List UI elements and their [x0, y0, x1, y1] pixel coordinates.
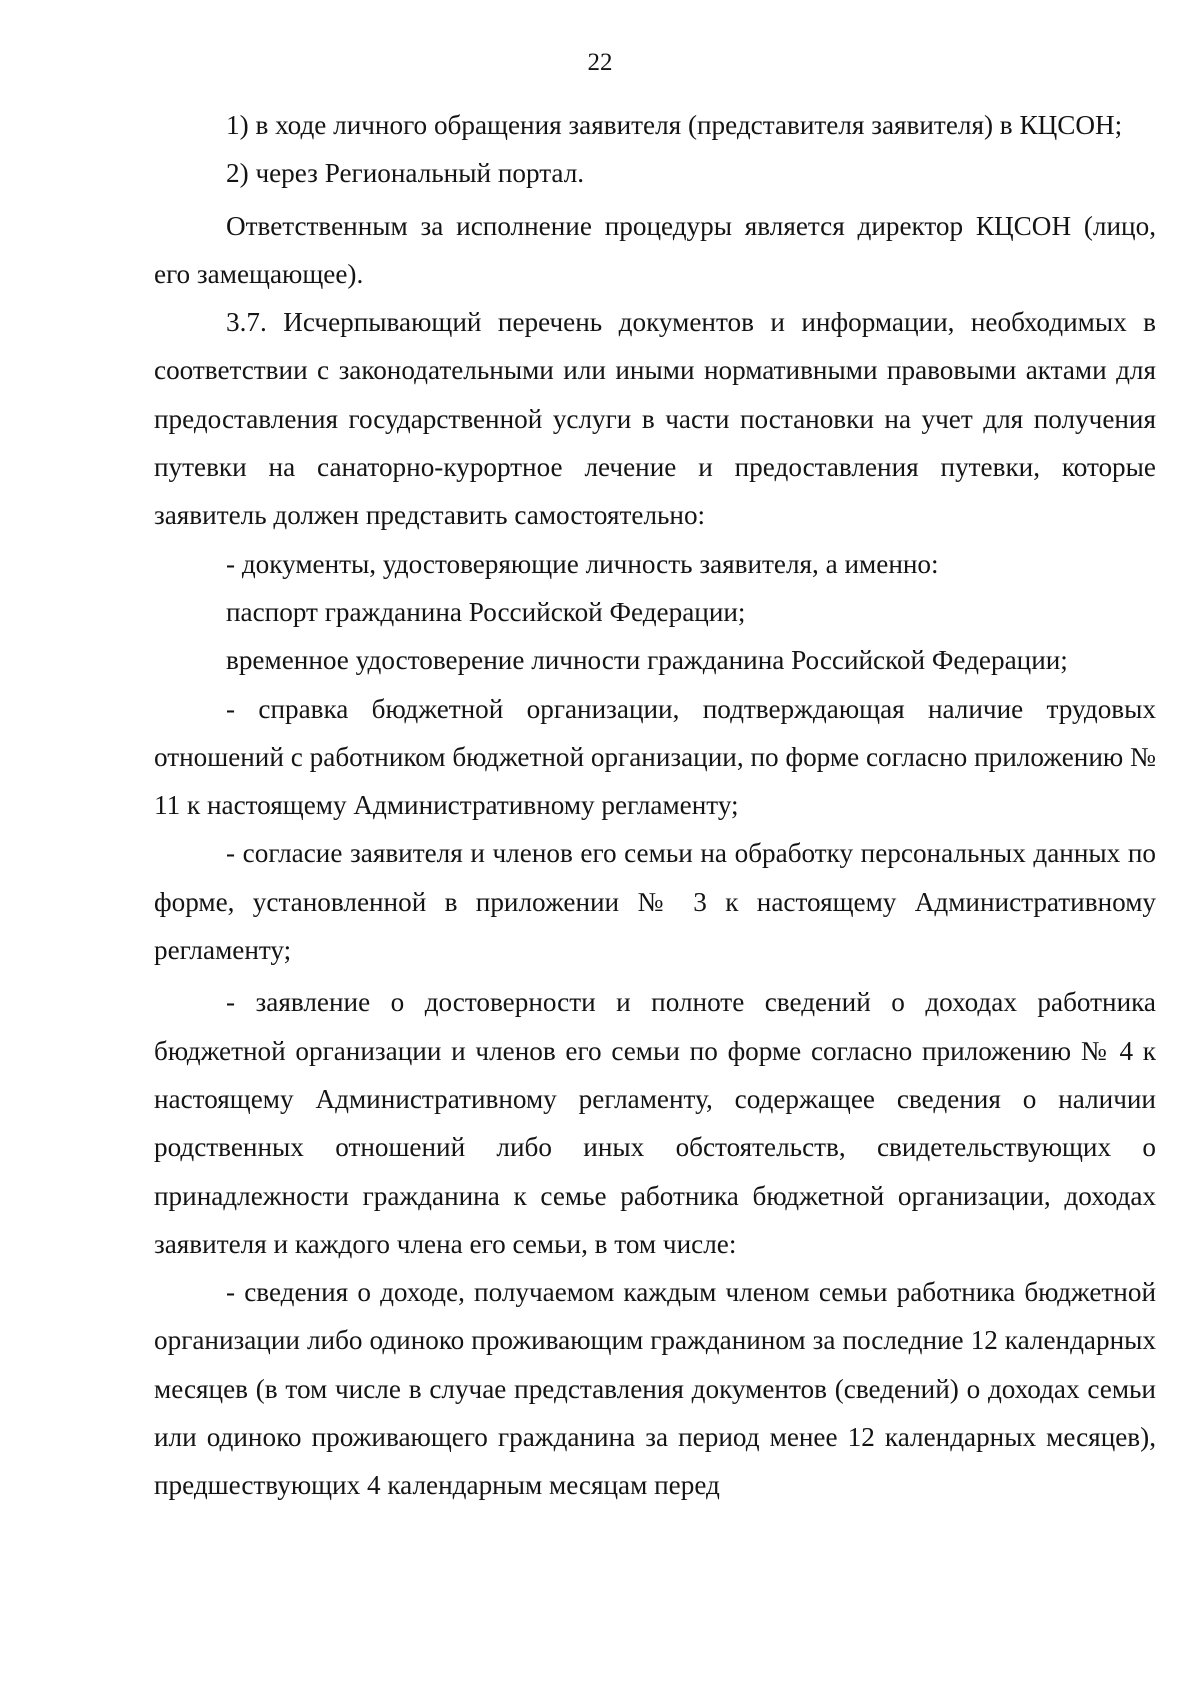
paragraph-consent: - согласие заявителя и членов его семьи на обработку персональных данных по форме, установленной в приложении № 3 к настоящему Административному регламенту; — [154, 838, 1156, 966]
paragraph-employer-certificate: - справка бюджетной организации, подтверждающая наличие трудовых отношений с работником бюджетной организации, по форме согласно приложению № 11 к настоящему Административному регламенту; — [154, 693, 1156, 821]
paragraph-responsible: Ответственным за исполнение процедуры является директор КЦСОН (лицо, его замещающее). — [154, 210, 1156, 289]
page-number: 22 — [587, 49, 613, 76]
document-body — [154, 101, 1156, 1510]
paragraph-income-statement: - заявление о достоверности и полноте сведений о доходах работника бюджетной организации и членов его семьи по форме согласно приложению № 4 к настоящему Административному регламенту, содержащее сведения о наличии родственных отношений либо иных обстоятельств, свидетельствующих о принадлежности гражданина к семье работника бюджетной организации, доходах заявителя и каждого члена его семьи, в том числе: — [154, 987, 1156, 1259]
paragraph-identity-docs: - документы, удостоверяющие личность заявителя, а именно: — [226, 548, 939, 579]
paragraph-income-info: - сведения о доходе, получаемом каждым членом семьи работника бюджетной организации либо одиноко проживающим гражданином за последние 12 календарных месяцев (в том числе в случае представления документов (сведений) о доходах семьи или одиноко проживающего гражданина за период менее 12 календарных месяцев), предшествующих 4 календарным месяцам перед — [154, 1277, 1156, 1501]
paragraph-passport: паспорт гражданина Российской Федерации; — [226, 596, 746, 627]
paragraph-temp-id: временное удостоверение личности гражданина Российской Федерации; — [226, 645, 1068, 676]
paragraph-item-1: 1) в ходе личного обращения заявителя (представителя заявителя) в КЦСОН; — [226, 110, 1123, 140]
paragraph-item-2: 2) через Региональный портал. — [226, 158, 585, 189]
paragraph-3-7: 3.7. Исчерпывающий перечень документов и информации, необходимых в соответствии с законодательными или иными нормативными правовыми актами для предоставления государственной услуги в части постановки на учет для получения путевки на санаторно-курортное лечение и предоставления путевки, которые заявитель должен представить самостоятельно: — [154, 307, 1156, 531]
